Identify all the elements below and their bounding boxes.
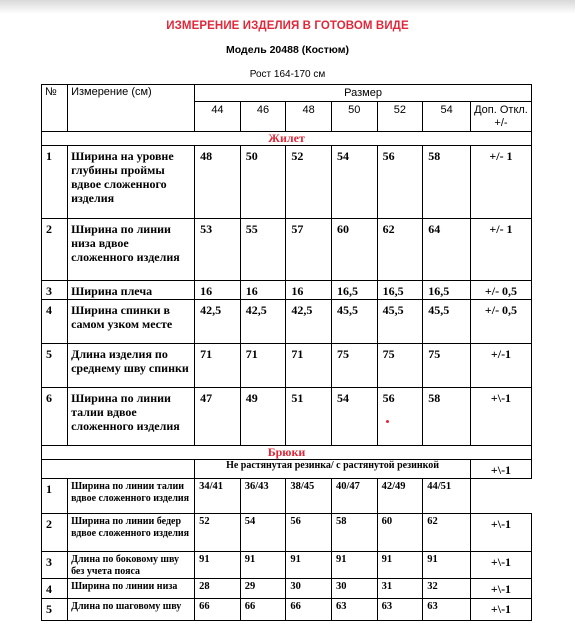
size-value: 52 — [195, 514, 241, 552]
size-value: 91 — [377, 552, 423, 579]
measure-label: Ширина по линии бедер вдвое сложенного изделия — [68, 514, 195, 552]
size-value: 54 — [331, 146, 377, 219]
size-value: 75 — [331, 344, 377, 388]
size-value: 62 — [423, 514, 471, 552]
size-value: 47 — [195, 388, 241, 446]
size-value: 91 — [331, 552, 377, 579]
size-value: 56 — [377, 146, 423, 219]
top-shade — [0, 0, 575, 14]
row-number: 3 — [42, 552, 68, 579]
size-value: 42,5 — [240, 300, 286, 344]
tolerance-cell: +/-1 — [470, 344, 531, 388]
size-value: 42,5 — [286, 300, 332, 344]
size-value: 56 — [286, 514, 332, 552]
size-value: 62 — [377, 219, 423, 281]
size-value: 52 — [286, 146, 332, 219]
size-value: 30 — [331, 579, 377, 599]
tolerance-cell: +\-1 — [470, 579, 531, 599]
size-value: 91 — [286, 552, 332, 579]
size-value: 36/43 — [240, 479, 286, 514]
size-value: 91 — [195, 552, 241, 579]
size-value: 71 — [240, 344, 286, 388]
row-number: 1 — [42, 479, 68, 514]
page-title: ИЗМЕРЕНИЕ ИЗДЕЛИЯ В ГОТОВОМ ВИДЕ — [166, 20, 409, 32]
tolerance-cell: +\-1 — [470, 552, 531, 579]
size-value: 16 — [240, 281, 286, 300]
table-row — [42, 388, 532, 446]
size-value: 66 — [240, 599, 286, 621]
col-header-size: Размер — [195, 85, 532, 102]
row-number: 3 — [42, 281, 68, 300]
row-number: 1 — [42, 146, 68, 219]
tolerance-cell: +/- 0,5 — [470, 300, 531, 344]
size-value: 45,5 — [377, 300, 423, 344]
size-value: 75 — [377, 344, 423, 388]
measure-label: Длина по шаговому шву — [68, 599, 195, 621]
stray-red-dot — [386, 420, 389, 423]
tolerance-cell: +/- 1 — [470, 219, 531, 281]
tolerance-cell: +\-1 — [470, 599, 531, 621]
tolerance-cell: +/- 1 — [470, 146, 531, 219]
size-header: 48 — [286, 102, 332, 132]
size-value: 75 — [423, 344, 471, 388]
height-range: Рост 164-170 см — [249, 69, 326, 80]
size-value: 16 — [195, 281, 241, 300]
size-value: 63 — [423, 599, 471, 621]
tolerance-cell: +\-1 — [470, 514, 531, 552]
section-title-vest: Жилет — [42, 132, 532, 146]
row-number: 2 — [42, 219, 68, 281]
size-value: 51 — [286, 388, 332, 446]
size-value: 16,5 — [423, 281, 471, 300]
size-header: 52 — [377, 102, 423, 132]
size-value: 91 — [240, 552, 286, 579]
size-value: 50 — [240, 146, 286, 219]
size-value: 57 — [286, 219, 332, 281]
row-number: 4 — [42, 579, 68, 599]
size-value: 58 — [423, 146, 471, 219]
size-value: 58 — [423, 388, 471, 446]
col-header-number: № — [42, 85, 68, 132]
table-row — [42, 514, 532, 552]
table-row — [42, 281, 532, 300]
size-value: 44/51 — [423, 479, 471, 514]
size-value: 28 — [195, 579, 241, 599]
table-row — [42, 344, 532, 388]
size-value: 56 — [377, 388, 423, 446]
size-value: 71 — [195, 344, 241, 388]
row-number: 5 — [42, 344, 68, 388]
measure-label: Ширина по линии низа — [68, 579, 195, 599]
measure-label: Ширина по линии талии вдвое сложенного изделия — [68, 388, 195, 446]
model-name: Модель 20488 (Костюм) — [226, 44, 349, 56]
measure-label: Длина изделия по среднему шву спинки — [68, 344, 195, 388]
size-value: 54 — [331, 388, 377, 446]
size-value: 66 — [286, 599, 332, 621]
table-row — [42, 219, 532, 281]
size-value: 42,5 — [195, 300, 241, 344]
size-header: 50 — [331, 102, 377, 132]
table-row — [42, 579, 532, 599]
size-value: 58 — [331, 514, 377, 552]
table-row — [42, 599, 532, 621]
col-header-tolerance: Доп. Откл. +/- — [470, 102, 531, 132]
tolerance-cell: +\-1 — [470, 388, 531, 446]
size-value: 31 — [377, 579, 423, 599]
size-value: 54 — [240, 514, 286, 552]
size-value: 16,5 — [377, 281, 423, 300]
size-header: 54 — [423, 102, 471, 132]
tolerance-cell: +\-1 — [470, 460, 531, 479]
table-row — [42, 300, 532, 344]
size-value: 63 — [377, 599, 423, 621]
size-value: 60 — [377, 514, 423, 552]
measurement-table — [41, 84, 532, 621]
size-value: 34/41 — [195, 479, 241, 514]
section-title-pants: Брюки — [42, 446, 532, 460]
table-row — [42, 552, 532, 579]
size-value: 49 — [240, 388, 286, 446]
size-value: 45,5 — [331, 300, 377, 344]
size-value: 66 — [195, 599, 241, 621]
size-value: 71 — [286, 344, 332, 388]
row-number: 2 — [42, 514, 68, 552]
size-header: 46 — [240, 102, 286, 132]
size-value: 16 — [286, 281, 332, 300]
table-row — [42, 479, 532, 514]
vest-rows — [42, 146, 532, 446]
size-value: 64 — [423, 219, 471, 281]
size-value: 30 — [286, 579, 332, 599]
pants-note-spacer — [42, 460, 195, 479]
measure-label: Ширина на уровне глубины проймы вдвое сложенного изделия — [68, 146, 195, 219]
row-number: 5 — [42, 599, 68, 621]
measure-label: Длина по боковому шву без учета пояса — [68, 552, 195, 579]
size-value: 38/45 — [286, 479, 332, 514]
row-number: 4 — [42, 300, 68, 344]
measure-label: Ширина по линии низа вдвое сложенного изделия — [68, 219, 195, 281]
size-value: 91 — [423, 552, 471, 579]
row-number: 6 — [42, 388, 68, 446]
table-row — [42, 146, 532, 219]
col-header-measure: Измерение (см) — [68, 85, 195, 132]
size-value: 60 — [331, 219, 377, 281]
measure-label: Ширина плеча — [68, 281, 195, 300]
size-header: 44 — [195, 102, 241, 132]
tolerance-cell: +/- 0,5 — [470, 281, 531, 300]
size-value: 48 — [195, 146, 241, 219]
pants-elastic-note: Не растянутая резинка/ с растянутой резинкой — [195, 460, 471, 479]
size-value: 29 — [240, 579, 286, 599]
size-value: 16,5 — [331, 281, 377, 300]
size-value: 53 — [195, 219, 241, 281]
size-value: 40/47 — [331, 479, 377, 514]
measure-label: Ширина спинки в самом узком месте — [68, 300, 195, 344]
size-value: 45,5 — [423, 300, 471, 344]
size-value: 32 — [423, 579, 471, 599]
size-value: 63 — [331, 599, 377, 621]
size-value: 55 — [240, 219, 286, 281]
pants-rows — [42, 479, 532, 621]
size-value: 42/49 — [377, 479, 423, 514]
measure-label: Ширина по линии талии вдвое сложенного изделия — [68, 479, 195, 514]
